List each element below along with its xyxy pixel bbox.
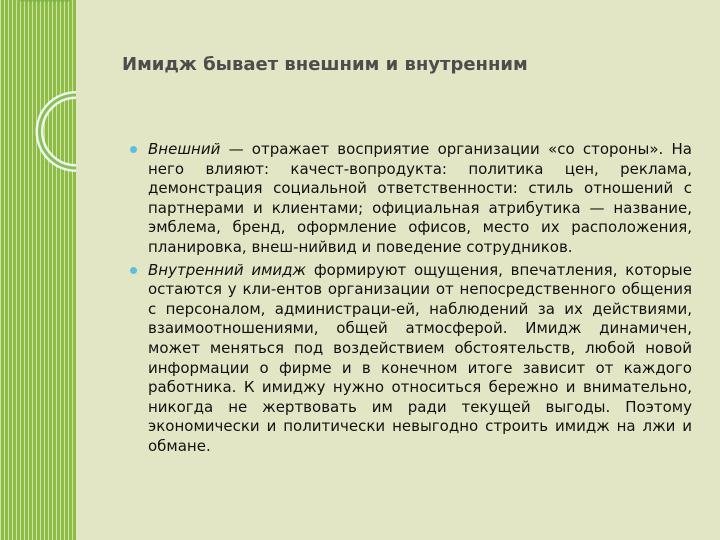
bullet-item-internal: [130, 261, 692, 457]
bullet-dot: [130, 146, 137, 153]
bullet-text: [148, 140, 692, 258]
bullet-body: формируют ощущения, впечатления, которые остаются у кли-ентов организации от непосредственного общения с персоналом, администраци-ей, наблюдений за их действиями, взаимоотношениями, общей атмосферой. Имидж динамичен, может меняться под воздействием обстоятельств, любой новой информации о фирме и в конечном итоге зависит от каждого работника. К имиджу нужно относиться бережно и внимательно, никогда не жертвовать им ради текущей выгоды. Поэтому экономически и политически невыгодно строить имидж на лжи и обмане.: [148, 260, 692, 455]
bullet-text: [148, 261, 692, 457]
slide-content: [130, 140, 692, 460]
decorative-green-stripe: [0, 0, 76, 540]
bullet-lead: Внешний: [148, 140, 221, 158]
bullet-dot: [130, 267, 137, 274]
slide-title: Имидж бывает внешним и внутренним: [122, 54, 528, 75]
bullet-body: — отражает восприятие организации «со стороны». На него влияют: качест-вопродукта: политика цен, реклама, демонстрация социальной ответственности: стиль отношений с партнерами и клиентами; официальная атрибутика — название, эмблема, бренд, оформление офисов, место их расположения, планировка, внеш-нийвид и поведение сотрудников.: [148, 140, 692, 256]
bullet-item-external: [130, 140, 692, 258]
bullet-lead: Внутренний имидж: [148, 260, 307, 279]
